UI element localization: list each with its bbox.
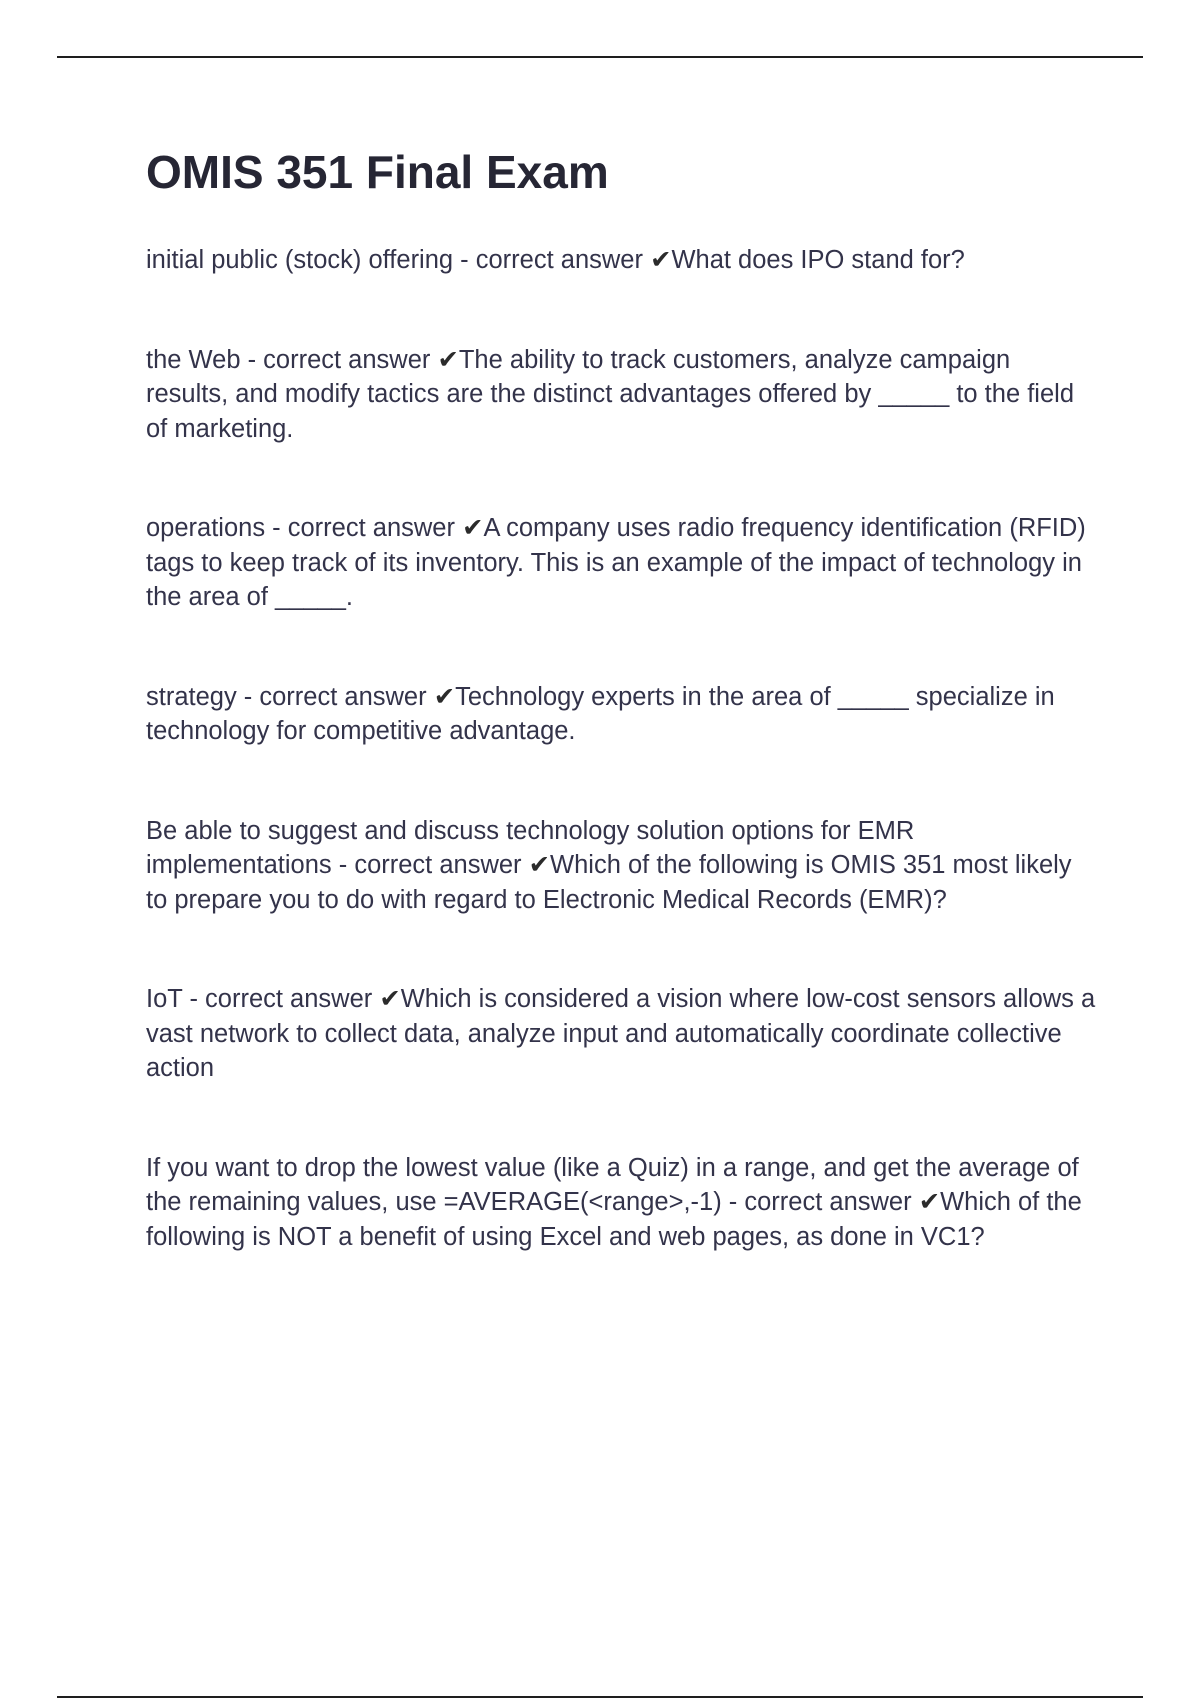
question-text: Which of the following is OMIS 351 most likely to prepare you to do with regard to Electronic Medical Records (EMR)? [146,851,1072,914]
qa-entry [146,1151,1096,1255]
question-text: Which of the following is NOT a benefit of using Excel and web pages, as done in VC1? [146,1188,1082,1251]
question-text: A company uses radio frequency identification (RFID) tags to keep track of its inventory. This is an example of the impact of technology in the area of _____. [146,514,1086,611]
top-rule [57,56,1143,58]
checkmark-icon: ✔ [528,851,551,879]
bottom-rule [57,1696,1143,1698]
qa-entry [146,982,1096,1086]
answer-text: If you want to drop the lowest value (like a Quiz) in a range, and get the average of the remaining values, use =AVERAGE(<range>,-1) - correct answer [146,1153,1079,1216]
checkmark-icon: ✔ [379,985,401,1013]
answer-text: operations - correct answer [146,514,455,542]
qa-entry [146,814,1096,918]
answer-text: initial public (stock) offering - correct answer [146,246,643,274]
answer-text: Be able to suggest and discuss technology solution options for EMR implementations - correct answer [146,816,915,879]
qa-entry [146,511,1096,615]
qa-entry [146,243,1096,278]
question-text: Technology experts in the area of _____ specialize in technology for competitive advantage. [146,682,1055,745]
question-text: Which is considered a vision where low-cost sensors allows a vast network to collect data, analyze input and automatically coordinate collective action [146,985,1096,1082]
document-title: OMIS 351 Final Exam [146,146,609,198]
checkmark-icon: ✔ [462,514,484,542]
question-text: What does IPO stand for? [671,246,965,274]
checkmark-icon: ✔ [918,1188,941,1216]
checkmark-icon: ✔ [650,246,672,274]
question-text: The ability to track customers, analyze campaign results, and modify tactics are the distinct advantages offered by _____ to the field of marketing. [146,345,1074,443]
checkmark-icon: ✔ [433,682,456,711]
qa-entry [146,343,1096,447]
checkmark-icon: ✔ [437,345,459,374]
answer-text: strategy - correct answer [146,682,427,711]
qa-entry [146,680,1096,749]
answer-text: the Web - correct answer [146,345,431,374]
answer-text: IoT - correct answer [146,985,373,1013]
document-body [146,145,1096,1319]
